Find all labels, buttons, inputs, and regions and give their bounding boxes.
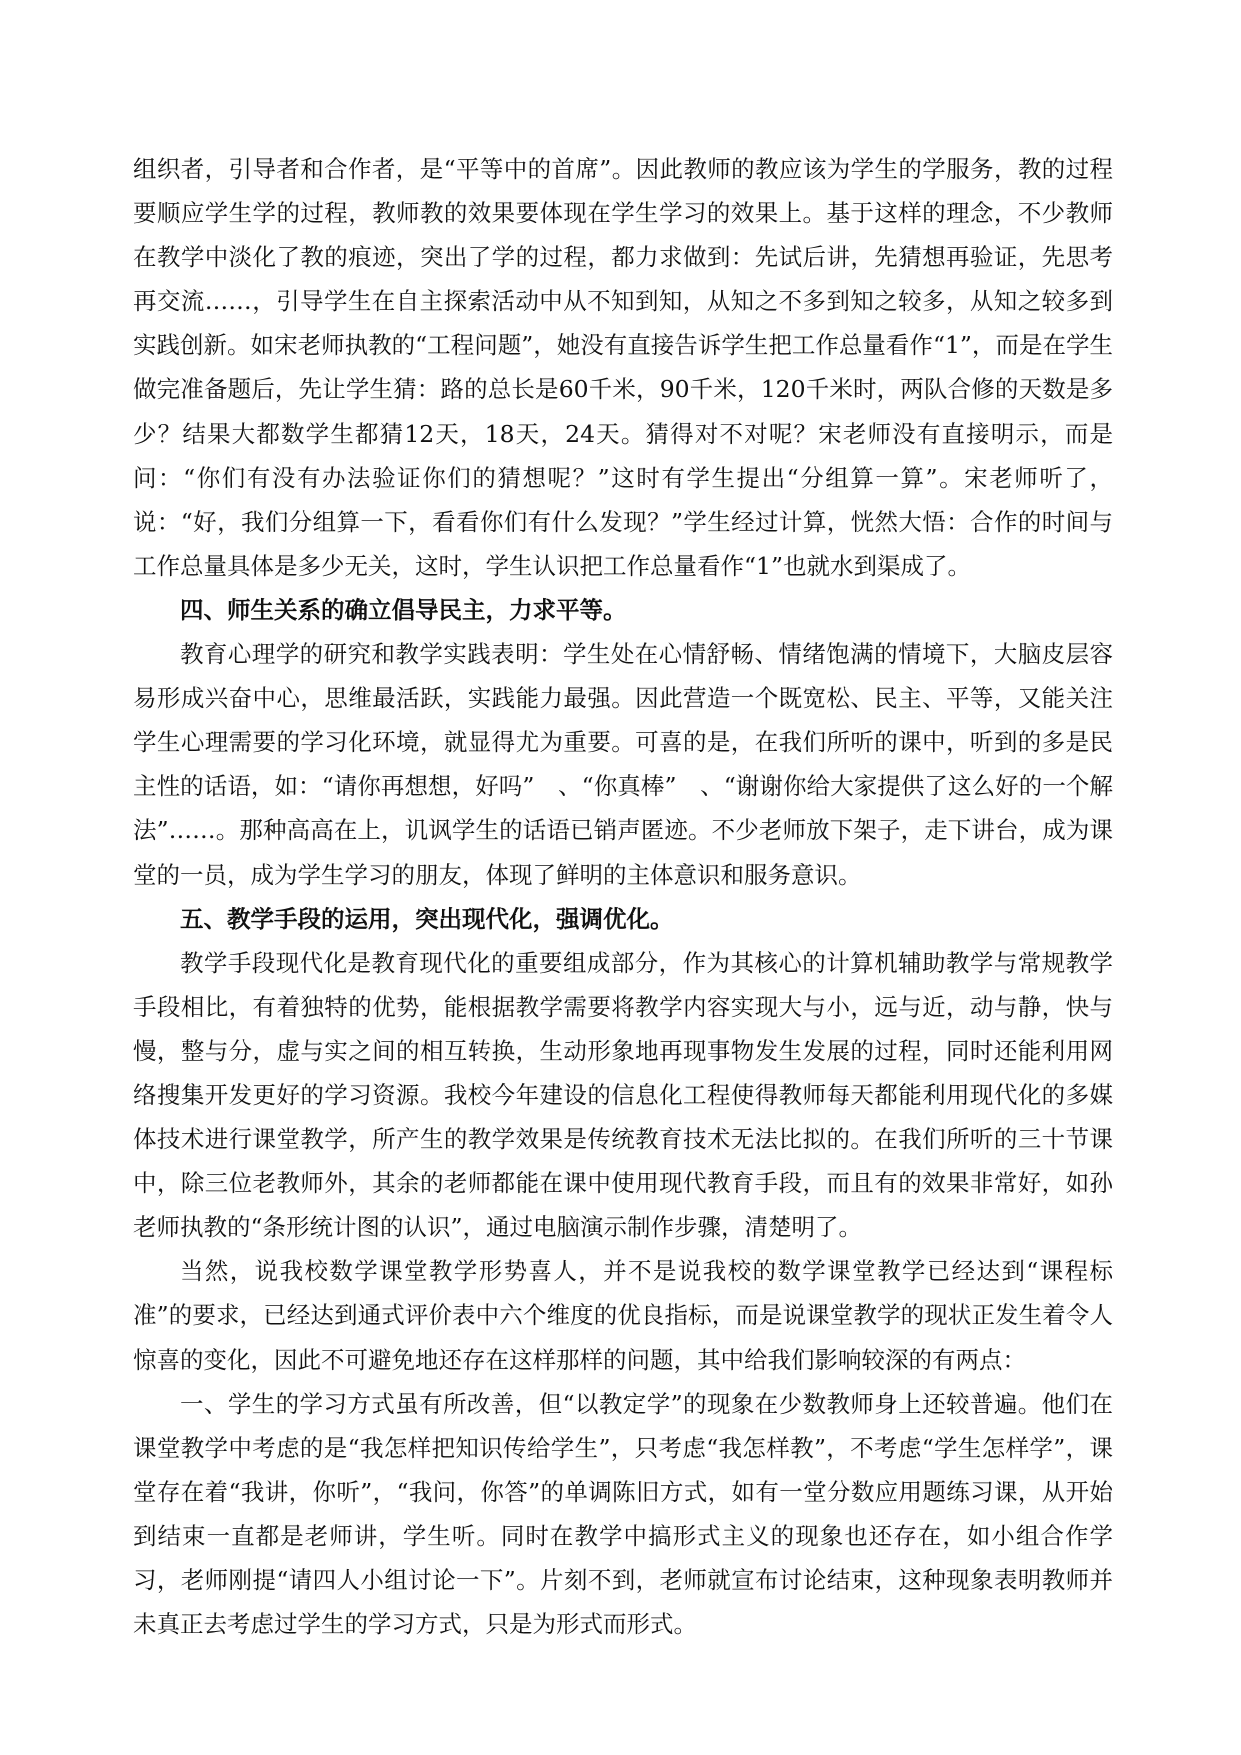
paragraph-existing-problems-intro: 当然，说我校数学课堂教学形势喜人，并不是说我校的数学课堂教学已经达到“课程标准”的要求，已经达到通式评价表中六个维度的优良指标，而是说课堂教学的现状正发生着令人惊喜的变化，因此不可避免地还存在这样那样的问题，其中给我们影响较深的有两点： [133,1257,1113,1374]
section-heading-teaching-methods: 五、教学手段的运用，突出现代化，强调优化。 [180,904,674,933]
section-heading-teacher-student-relationship: 四、师生关系的确立倡导民主，力求平等。 [180,595,627,624]
paragraph-problem-one: 一、学生的学习方式虽有所改善，但“以教定学”的现象在少数教师身上还较普遍。他们在课堂教学中考虑的是“我怎样把知识传给学生”，只考虑“我怎样教”，不考虑“学生怎样学”，课堂存在着“我讲，你听”，“我问，你答”的单调陈旧方式，如有一堂分数应用题练习课，从开始到结束一直都是老师讲，学生听。同时在教学中搞形式主义的现象也还存在，如小组合作学习，老师刚提“请四人小组讨论一下”。片刻不到，老师就宣布讨论结束，这种现象表明教师并未真正去考虑过学生的学习方式，只是为形式而形式。 [133,1389,1113,1639]
document-page [133,147,1113,1646]
paragraph-modern-teaching-tools: 教学手段现代化是教育现代化的重要组成部分，作为其核心的计算机辅助教学与常规教学手段相比，有着独特的优势，能根据教学需要将教学内容实现大与小，远与近，动与静，快与慢，整与分，虚与实之间的相互转换，生动形象地再现事物发生发展的过程，同时还能利用网络搜集开发更好的学习资源。我校今年建设的信息化工程使得教师每天都能利用现代化的多媒体技术进行课堂教学，所产生的教学效果是传统教育技术无法比拟的。在我们所听的三十节课中，除三位老教师外，其余的老师都能在课中使用现代教育手段，而且有的效果非常好，如孙老师执教的“条形统计图的认识”，通过电脑演示制作步骤，清楚明了。 [133,948,1113,1242]
paragraph-democratic-classroom: 教育心理学的研究和教学实践表明：学生处在心情舒畅、情绪饱满的情境下，大脑皮层容易形成兴奋中心，思维最活跃，实践能力最强。因此营造一个既宽松、民主、平等，又能关注学生心理需要的学习化环境，就显得尤为重要。可喜的是，在我们所听的课中，听到的多是民主性的话语，如：“请你再想想，好吗” 、“你真棒” 、“谢谢你给大家提供了这么好的一个解法”……。那种高高在上，讥讽学生的话语已销声匿迹。不少老师放下架子，走下讲台，成为课堂的一员，成为学生学习的朋友，体现了鲜明的主体意识和服务意识。 [133,640,1113,889]
paragraph-role-of-teacher: 组织者，引导者和合作者，是“平等中的首席”。因此教师的教应该为学生的学服务，教的过程要顺应学生学的过程，教师教的效果要体现在学生学习的效果上。基于这样的理念，不少教师在教学中淡化了教的痕迹，突出了学的过程，都力求做到：先试后讲，先猜想再验证，先思考再交流……，引导学生在自主探索活动中从不知到知，从知之不多到知之较多，从知之较多到实践创新。如宋老师执教的“工程问题”，她没有直接告诉学生把工作总量看作“1”，而是在学生做完准备题后，先让学生猜：路的总长是60千米，90千米，120千米时，两队合修的天数是多少？结果大都数学生都猜12天，18天，24天。猜得对不对呢？宋老师没有直接明示，而是问：“你们有没有办法验证你们的猜想呢？”这时有学生提出“分组算一算”。宋老师听了，说：“好，我们分组算一下，看看你们有什么发现？”学生经过计算，恍然大悟：合作的时间与工作总量具体是多少无关，这时，学生认识把工作总量看作“1”也就水到渠成了。 [133,155,1113,580]
